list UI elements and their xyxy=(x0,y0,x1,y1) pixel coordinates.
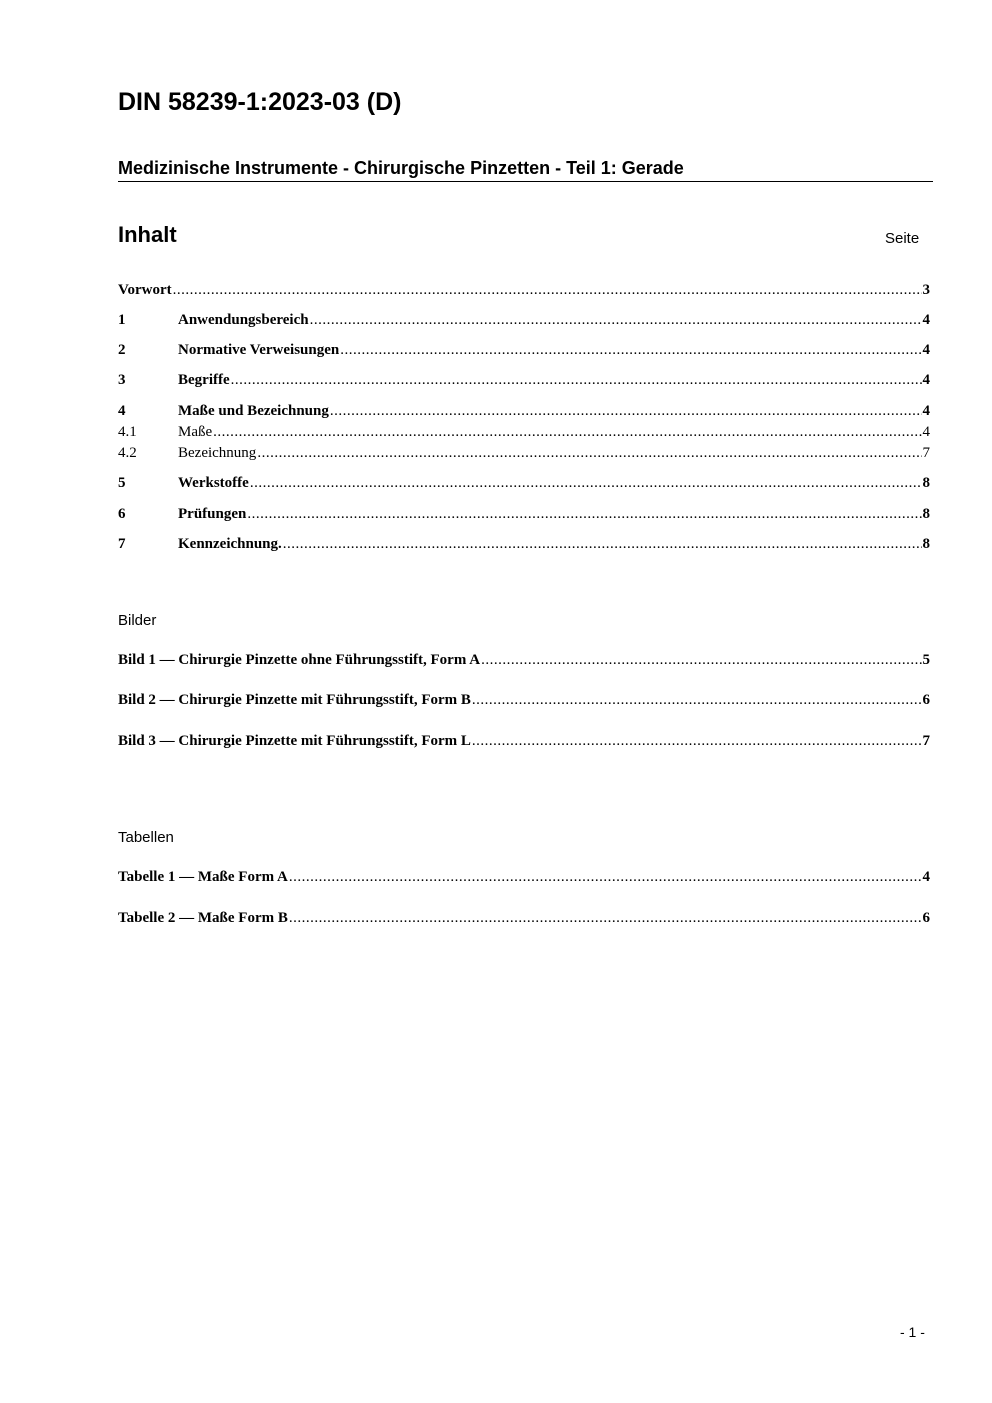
document-subtitle: Medizinische Instrumente - Chirurgische Pinzetten - Teil 1: Gerade xyxy=(118,158,933,182)
dot-leader xyxy=(289,867,922,887)
toc-entry-title: Werkstoffe xyxy=(178,475,249,491)
toc-entry-4-1[interactable] xyxy=(118,422,930,442)
toc-entry-page: 4 xyxy=(922,372,930,388)
toc-entry-page: 7 xyxy=(922,445,930,461)
dot-leader xyxy=(481,650,921,670)
table-entry-2[interactable] xyxy=(118,908,930,928)
dot-leader xyxy=(472,690,922,710)
toc-entry-number: 6 xyxy=(118,506,126,522)
tables-heading: Tabellen xyxy=(118,829,174,846)
toc-entry-number: 3 xyxy=(118,372,126,388)
table-entry-page: 4 xyxy=(922,869,930,885)
toc-entry-number: 4.1 xyxy=(118,424,137,440)
dot-leader xyxy=(213,422,921,442)
toc-entry-title: Anwendungsbereich xyxy=(178,312,309,328)
toc-entry-7[interactable] xyxy=(118,534,930,554)
toc-entry-page: 3 xyxy=(922,282,930,298)
toc-entry-number: 7 xyxy=(118,536,126,552)
toc-entry-title: Vorwort xyxy=(118,282,172,298)
dot-leader xyxy=(173,280,922,300)
toc-entry-number: 4 xyxy=(118,403,126,419)
figure-entry-title: Bild 2 — Chirurgie Pinzette mit Führungsstift, Form B xyxy=(118,692,471,708)
dot-leader xyxy=(289,908,922,928)
dot-leader xyxy=(247,504,921,524)
figure-entry-1[interactable] xyxy=(118,650,930,670)
toc-entry-page: 8 xyxy=(922,536,930,552)
figure-entry-page: 5 xyxy=(922,652,930,668)
toc-heading: Inhalt xyxy=(118,222,177,247)
figure-entry-3[interactable] xyxy=(118,731,930,751)
toc-entry-2[interactable] xyxy=(118,340,930,360)
dot-leader xyxy=(250,473,922,493)
table-entry-page: 6 xyxy=(922,910,930,926)
table-entry-title: Tabelle 2 — Maße Form B xyxy=(118,910,288,926)
toc-entry-page: 4 xyxy=(922,342,930,358)
toc-entry-title: Maße xyxy=(178,424,213,440)
page-number: - 1 - xyxy=(900,1324,925,1340)
toc-entry-page: 4 xyxy=(922,312,930,328)
toc-entry-title: Kennzeichnung. xyxy=(178,536,282,552)
toc-entry-number: 1 xyxy=(118,312,126,328)
toc-entry-title: Begriffe xyxy=(178,372,230,388)
dot-leader xyxy=(257,443,921,463)
dot-leader xyxy=(472,731,922,751)
figures-heading: Bilder xyxy=(118,612,157,629)
dot-leader xyxy=(231,370,922,390)
dot-leader xyxy=(283,534,922,554)
table-entry-title: Tabelle 1 — Maße Form A xyxy=(118,869,288,885)
toc-entry-4[interactable] xyxy=(118,401,930,421)
dot-leader xyxy=(310,310,922,330)
figure-entry-page: 7 xyxy=(922,733,930,749)
toc-entry-title: Bezeichnung xyxy=(178,445,257,461)
toc-entry-number: 5 xyxy=(118,475,126,491)
toc-entry-4-2[interactable] xyxy=(118,443,930,463)
toc-entry-6[interactable] xyxy=(118,504,930,524)
toc-entry-1[interactable] xyxy=(118,310,930,330)
figure-entry-2[interactable] xyxy=(118,690,930,710)
toc-entry-page: 4 xyxy=(922,424,930,440)
figure-entry-title: Bild 1 — Chirurgie Pinzette ohne Führungsstift, Form A xyxy=(118,652,481,668)
toc-entry-page: 4 xyxy=(922,403,930,419)
document-id: DIN 58239-1:2023-03 (D) xyxy=(118,88,402,116)
figure-entry-title: Bild 3 — Chirurgie Pinzette mit Führungsstift, Form L xyxy=(118,733,471,749)
dot-leader xyxy=(330,401,922,421)
figure-entry-page: 6 xyxy=(922,692,930,708)
toc-entry-foreword[interactable] xyxy=(118,280,930,300)
toc-entry-title: Normative Verweisungen xyxy=(178,342,340,358)
toc-entry-page: 8 xyxy=(922,506,930,522)
toc-entry-page: 8 xyxy=(922,475,930,491)
toc-entry-title: Maße und Bezeichnung xyxy=(178,403,329,419)
dot-leader xyxy=(340,340,921,360)
toc-entry-5[interactable] xyxy=(118,473,930,493)
toc-entry-3[interactable] xyxy=(118,370,930,390)
toc-entry-number: 2 xyxy=(118,342,126,358)
table-entry-1[interactable] xyxy=(118,867,930,887)
toc-entry-number: 4.2 xyxy=(118,445,137,461)
toc-entry-title: Prüfungen xyxy=(178,506,247,522)
page-column-label: Seite xyxy=(885,230,920,247)
